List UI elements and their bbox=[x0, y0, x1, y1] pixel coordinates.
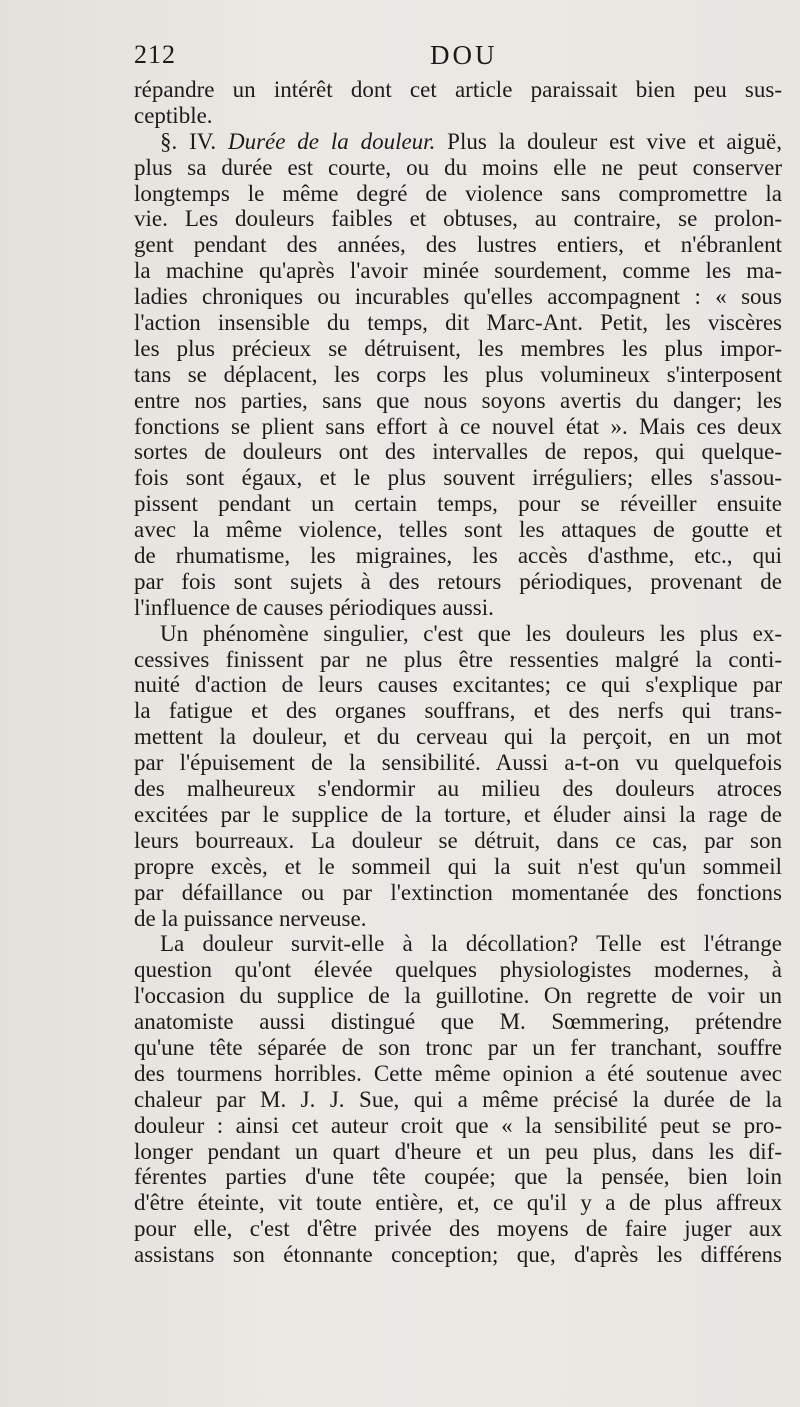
text-line: des malheureux s'endormir au milieu des douleurs atroces bbox=[134, 776, 782, 802]
text-line: ceptible. bbox=[134, 102, 213, 128]
text-line: fonctions se plient sans effort à ce nouvel état ». Mais ces deux bbox=[134, 413, 782, 439]
text-line: la machine qu'après l'avoir minée sourdement, comme les ma- bbox=[134, 258, 782, 284]
text-line: répandre un intérêt dont cet article paraissait bien peu sus- bbox=[134, 77, 782, 102]
text-line: entre nos parties, sans que nous soyons avertis du danger; les bbox=[134, 387, 782, 413]
text-line: qu'une tête séparée de son tronc par un fer tranchant, souffre bbox=[134, 1034, 782, 1060]
text-line: de la puissance nerveuse. bbox=[134, 905, 367, 931]
text-line: pour elle, c'est d'être privée des moyens de faire juger aux bbox=[134, 1216, 782, 1242]
section-heading-rest: Plus la douleur est vive et aiguë, bbox=[435, 128, 782, 154]
text-line: nuité d'action de leurs causes excitantes; ce qui s'explique par bbox=[134, 672, 782, 698]
text-line: l'action insensible du temps, dit Marc-Ant. Petit, les viscères bbox=[134, 310, 782, 336]
text-line: vie. Les douleurs faibles et obtuses, au contraire, se prolon- bbox=[134, 206, 782, 232]
text-line: douleur : ainsi cet auteur croit que « la sensibilité peut se pro- bbox=[134, 1112, 782, 1138]
text-line: férentes parties d'une tête coupée; que la pensée, bien loin bbox=[134, 1164, 782, 1190]
text-line: propre excès, et le sommeil qui la suit n'est qu'un sommeil bbox=[134, 853, 782, 879]
text-line: Un phénomène singulier, c'est que les douleurs les plus ex- bbox=[160, 620, 782, 646]
text-line: d'être éteinte, vit toute entière, et, ce qu'il y a de plus affreux bbox=[134, 1190, 782, 1216]
text-line: ladies chroniques ou incurables qu'elles accompagnent : « sous bbox=[134, 284, 782, 310]
page-number: 212 bbox=[134, 40, 176, 69]
text-line: plus sa durée est courte, ou du moins elle ne peut conserver bbox=[134, 154, 782, 180]
section-title: Durée de la douleur. bbox=[227, 128, 436, 154]
running-head-word: DOU bbox=[430, 40, 498, 70]
text-line: excitées par le supplice de la torture, et éluder ainsi la rage de bbox=[134, 801, 782, 827]
section-heading-line bbox=[134, 129, 782, 155]
text-line: mettent la douleur, et du cerveau qui la perçoit, en un mot bbox=[134, 724, 782, 750]
text-line: chaleur par M. J. J. Sue, qui a même précisé la durée de la bbox=[134, 1086, 782, 1112]
text-line: l'occasion du supplice de la guillotine. On regrette de voir un bbox=[134, 983, 782, 1009]
text-line: par fois sont sujets à des retours périodiques, provenant de bbox=[134, 568, 782, 594]
text-line: question qu'ont élevée quelques physiologistes modernes, à bbox=[134, 957, 782, 983]
text-line: l'influence de causes périodiques aussi. bbox=[134, 594, 494, 620]
text-line: les plus précieux se détruisent, les membres les plus impor- bbox=[134, 335, 782, 361]
text-line: de rhumatisme, les migraines, les accès d'asthme, etc., qui bbox=[134, 543, 782, 569]
text-line: anatomiste aussi distingué que M. Sœmmering, prétendre bbox=[134, 1009, 782, 1035]
text-line: la fatigue et des organes souffrans, et des nerfs qui trans- bbox=[134, 698, 782, 724]
section-number: §. IV. bbox=[160, 128, 228, 154]
text-line: des tourmens horribles. Cette même opinion a été soutenue avec bbox=[134, 1060, 782, 1086]
text-line: fois sont égaux, et le plus souvent irréguliers; elles s'assou- bbox=[134, 465, 782, 491]
text-line: leurs bourreaux. La douleur se détruit, dans ce cas, par son bbox=[134, 827, 782, 853]
text-line: La douleur survit-elle à la décollation? Telle est l'étrange bbox=[160, 931, 782, 957]
body-text bbox=[134, 77, 782, 1268]
text-line: pissent pendant un certain temps, pour se réveiller ensuite bbox=[134, 491, 782, 517]
running-head bbox=[134, 40, 780, 74]
text-line: avec la même violence, telles sont les attaques de goutte et bbox=[134, 517, 782, 543]
text-line: par l'épuisement de la sensibilité. Aussi a-t-on vu quelquefois bbox=[134, 750, 782, 776]
text-line: par défaillance ou par l'extinction momentanée des fonctions bbox=[134, 879, 782, 905]
text-line: tans se déplacent, les corps les plus volumineux s'interposent bbox=[134, 361, 782, 387]
text-line: assistans son étonnante conception; que, d'après les différens bbox=[134, 1242, 782, 1268]
text-line: cessives finissent par ne plus être ressenties malgré la conti- bbox=[134, 646, 782, 672]
text-line: longer pendant un quart d'heure et un peu plus, dans les dif- bbox=[134, 1138, 782, 1164]
text-line: sortes de douleurs ont des intervalles de repos, qui quelque- bbox=[134, 439, 782, 465]
text-line: gent pendant des années, des lustres entiers, et n'ébranlent bbox=[134, 232, 782, 258]
text-line: longtemps le même degré de violence sans compromettre la bbox=[134, 180, 782, 206]
